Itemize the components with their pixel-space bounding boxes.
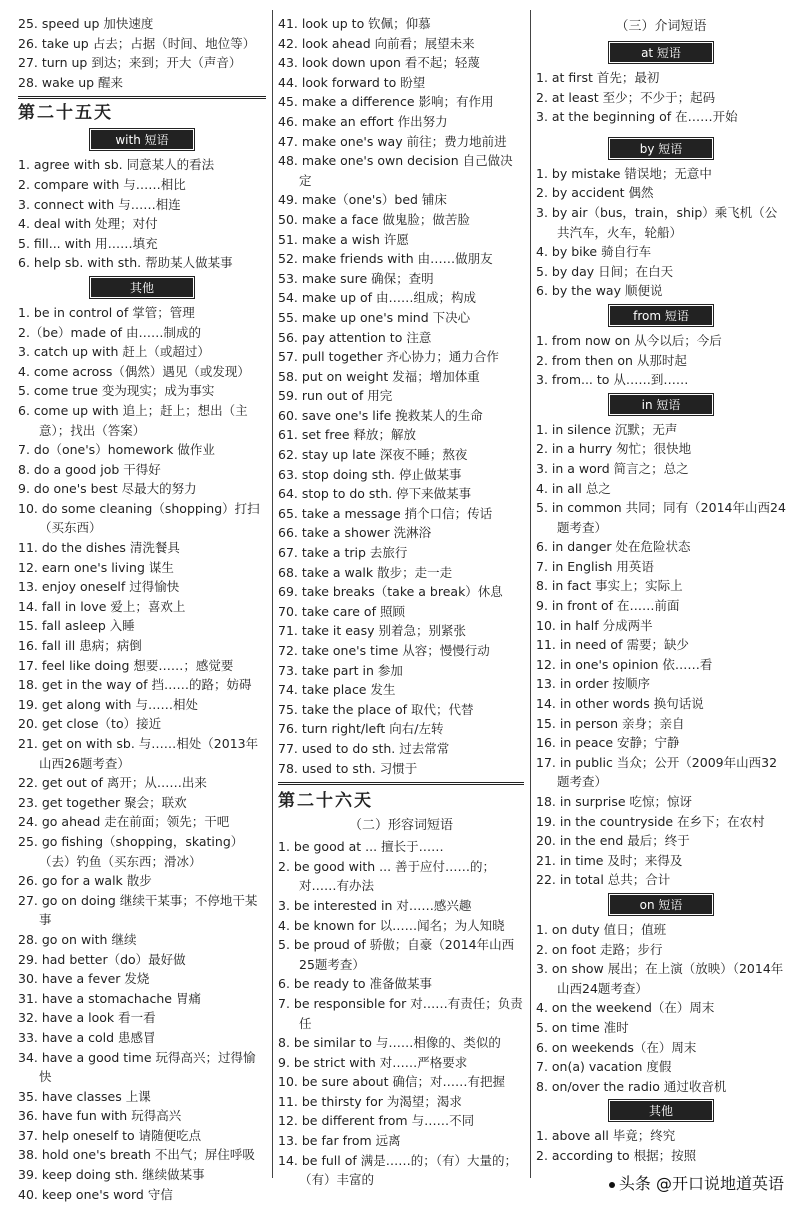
list-item: 1. be in control of 掌管；管理 <box>18 304 195 320</box>
list-item: 6. come up with 追上；赶上；想出（主意）；找出（答案） <box>18 402 248 438</box>
list-item: 3. in a word 简言之；总之 <box>536 460 689 476</box>
list-item: 5. come true 变为现实；成为事实 <box>18 383 215 399</box>
list-item: 47. make one's way 前往；费力地前进 <box>278 133 507 149</box>
list-item: 12. earn one's living 谋生 <box>18 559 174 575</box>
preposition-phrases-title: （三）介词短语 <box>615 19 707 34</box>
list-item: 14. be full of 满是……的；（有）大量的；（有）丰富的 <box>278 1152 517 1188</box>
list-item: 62. stay up late 深夜不睡；熬夜 <box>278 447 468 463</box>
list-item: 45. make a difference 影响；有作用 <box>278 94 494 110</box>
list-item: 17. in public 当众；公开（2009年山西32题考查） <box>536 754 778 790</box>
col2-phrases-list <box>278 14 524 778</box>
column-3 <box>536 14 786 1166</box>
list-item: 15. in person 亲身；亲自 <box>536 715 685 731</box>
list-item: 22. in total 总共；合计 <box>536 872 671 888</box>
list-item: 21. get on with sb. 与……相处（2013年山西26题考查） <box>18 736 259 771</box>
list-item: 4. come across（偶然）遇见（或发现） <box>18 363 250 379</box>
adjective-phrases-title: （二）形容词短语 <box>348 818 453 834</box>
list-item: 1. from now on 从今以后；今后 <box>536 332 722 348</box>
list-item: 11. in need of 需要；缺少 <box>536 637 689 653</box>
list-item: 4. in all 总之 <box>536 480 611 496</box>
list-item: 70. take care of 照顾 <box>278 603 405 619</box>
with-phrases-badge: with 短语 <box>89 128 195 151</box>
list-item: 7. be responsible for 对……有责任；负责任 <box>278 995 523 1031</box>
list-item: 58. put on weight 发福；增加体重 <box>278 368 480 384</box>
list-item: 5. be proud of 骄傲；自豪（2014年山西25题考查） <box>278 937 515 972</box>
list-item: 7. on(a) vacation 度假 <box>536 1059 672 1075</box>
list-item: 20. in the end 最后；终于 <box>536 833 690 849</box>
watermark <box>603 1169 790 1196</box>
list-item: 14. in other words 换句话说 <box>536 696 704 712</box>
list-item: 33. have a cold 患感冒 <box>18 1029 156 1045</box>
by-phrases-badge: by 短语 <box>608 137 714 160</box>
list-item: 3. be interested in 对……感兴趣 <box>278 897 472 913</box>
list-item: 72. take one's time 从容；慢慢行动 <box>278 643 490 658</box>
list-item: 30. have a fever 发烧 <box>18 971 150 987</box>
list-item: 57. pull together 齐心协力；通力合作 <box>278 349 499 365</box>
list-item: 29. had better（do）最好做 <box>18 951 186 967</box>
list-item: 2. be good with ... 善于应付……的；对……有办法 <box>278 858 496 894</box>
list-item: 28. go on with 继续 <box>18 931 137 947</box>
day-25-heading: 第二十五天 <box>18 96 266 125</box>
list-item: 7. do（one's）homework 做作业 <box>18 442 215 458</box>
list-item: 68. take a walk 散步；走一走 <box>278 564 453 580</box>
list-item: 50. make a face 做鬼脸；做苦脸 <box>278 211 470 227</box>
list-item: 10. be sure about 确信；对……有把握 <box>278 1074 505 1090</box>
list-item: 41. look up to 钦佩；仰慕 <box>278 16 431 31</box>
list-item: 43. look down upon 看不起；轻蔑 <box>278 55 480 71</box>
at-phrases-list <box>536 68 786 127</box>
list-item: 1. agree with sb. 同意某人的看法 <box>18 157 215 173</box>
list-item: 1. by mistake 错误地；无意中 <box>536 165 712 181</box>
list-item: 5. on time 准时 <box>536 1019 629 1035</box>
list-item: 66. take a shower 洗淋浴 <box>278 525 432 541</box>
list-item: 78. used to sth. 习惯于 <box>278 760 418 776</box>
list-item: 75. take the place of 取代；代替 <box>278 701 474 717</box>
list-item: 2. on foot 走路；步行 <box>536 941 663 957</box>
list-item: 6. help sb. with sth. 帮助某人做某事 <box>18 255 233 271</box>
day-26-heading: 第二十六天 <box>278 791 373 812</box>
list-item: 7. in English 用英语 <box>536 558 654 574</box>
list-item: 3. by air（bus，train，ship）乘飞机（公共汽车，火车，轮船） <box>536 204 778 240</box>
list-item: 15. fall asleep 入睡 <box>18 618 135 634</box>
list-item: 4. deal with 处理；对付 <box>18 216 158 232</box>
list-item: 5. fill... with 用……填充 <box>18 235 158 251</box>
list-item: 73. take part in 参加 <box>278 662 403 678</box>
list-item: 19. get along with 与……相处 <box>18 696 198 712</box>
list-item: 32. have a look 看一看 <box>18 1010 156 1026</box>
column-divider-2 <box>530 10 531 1178</box>
list-item: 2.（be）made of 由……制成的 <box>18 324 202 340</box>
list-item: 18. get in the way of 挡……的路；妨碍 <box>18 677 252 693</box>
other-phrases-list <box>18 303 266 1204</box>
list-item: 27. turn up 到达；来到；开大（声音） <box>18 55 242 71</box>
column-divider-1 <box>272 10 273 1178</box>
column-2 <box>278 14 524 1190</box>
list-item: 1. be good at ... 擅长于…… <box>278 839 444 855</box>
list-item: 26. go for a walk 散步 <box>18 873 152 889</box>
list-item: 1. at first 首先；最初 <box>536 70 660 85</box>
list-item: 5. in common 共同；同有（2014年山西24题考查） <box>536 500 786 535</box>
list-item: 40. keep one's word 守信 <box>18 1186 173 1202</box>
list-item: 16. in peace 安静；宁静 <box>536 735 680 751</box>
list-item: 6. be ready to 准备做某事 <box>278 976 433 992</box>
list-item: 2. from then on 从那时起 <box>536 352 687 368</box>
list-item: 54. make up of 由……组成；构成 <box>278 290 476 306</box>
list-item: 1. in silence 沉默；无声 <box>536 421 678 437</box>
list-item: 56. pay attention to 注意 <box>278 329 432 345</box>
list-item: 24. go ahead 走在前面；领先；干吧 <box>18 814 230 830</box>
list-item: 60. save one's life 挽救某人的生命 <box>278 407 483 423</box>
list-item: 10. do some cleaning（shopping）打扫（买东西） <box>18 500 260 536</box>
list-item: 3. connect with 与……相连 <box>18 196 181 212</box>
list-item: 77. used to do sth. 过去常常 <box>278 740 450 756</box>
list-item: 38. hold one's breath 不出气；屏住呼吸 <box>18 1147 255 1163</box>
list-item: 39. keep doing sth. 继续做某事 <box>18 1167 205 1183</box>
adjective-phrases-list <box>278 837 524 1190</box>
list-item: 11. be thirsty for 为渴望；渴求 <box>278 1093 462 1109</box>
list-item: 13. in order 按顺序 <box>536 676 651 692</box>
list-item: 14. fall in love 爱上；喜欢上 <box>18 598 186 614</box>
list-item: 4. on the weekend（在）周末 <box>536 1000 715 1016</box>
list-item: 1. on duty 值日；值班 <box>536 921 667 937</box>
day-26-rule <box>278 782 524 785</box>
list-item: 2. compare with 与……相比 <box>18 176 186 192</box>
list-item: 8. on/over the radio 通过收音机 <box>536 1078 727 1094</box>
list-item: 67. take a trip 去旅行 <box>278 545 408 561</box>
in-phrases-badge: in 短语 <box>608 393 714 416</box>
list-item: 23. get together 聚会；联欢 <box>18 794 187 810</box>
in-phrases-list <box>536 420 786 890</box>
list-item: 69. take breaks（take a break）休息 <box>278 584 503 600</box>
list-item: 52. make friends with 由……做朋友 <box>278 251 493 267</box>
list-item: 28. wake up 醒来 <box>18 74 124 90</box>
list-item: 2. at least 至少；不少于；起码 <box>536 89 716 105</box>
list-item: 4. by bike 骑自行车 <box>536 244 652 260</box>
list-item: 49. make（one's）bed 铺床 <box>278 192 447 208</box>
list-item: 9. in front of 在……前面 <box>536 598 680 614</box>
list-item: 19. in the countryside 在乡下；在农村 <box>536 813 765 829</box>
list-item: 13. be far from 远离 <box>278 1133 401 1149</box>
list-item: 8. be similar to 与……相像的、类似的 <box>278 1035 501 1051</box>
list-item: 6. by the way 顺便说 <box>536 283 663 299</box>
watermark-text: 头条 @开口说地道英语 <box>618 1174 784 1193</box>
list-item: 63. stop doing sth. 停止做某事 <box>278 466 462 482</box>
list-item: 3. catch up with 赶上（或超过） <box>18 344 210 360</box>
list-item: 10. in half 分成两半 <box>536 617 653 633</box>
list-item: 6. on weekends（在）周末 <box>536 1039 697 1055</box>
list-item: 44. look forward to 盼望 <box>278 74 426 90</box>
list-item: 3. at the beginning of 在……开始 <box>536 109 738 125</box>
list-item: 9. be strict with 对……严格要求 <box>278 1054 468 1070</box>
with-phrases-list <box>18 155 266 273</box>
from-phrases-list <box>536 331 786 390</box>
column-1 <box>18 14 266 1204</box>
list-item: 8. do a good job 干得好 <box>18 461 161 477</box>
list-item: 21. in time 及时；来得及 <box>536 852 683 868</box>
list-item: 46. make an effort 作出努力 <box>278 113 448 129</box>
other-phrases-badge-2: 其他 <box>608 1099 714 1122</box>
list-item: 12. be different from 与……不同 <box>278 1113 475 1129</box>
other-phrases-badge: 其他 <box>89 276 195 299</box>
list-item: 1. above all 毕竟；终究 <box>536 1128 676 1144</box>
list-item: 4. be known for 以……闻名；为人知晓 <box>278 917 505 933</box>
list-item: 27. go on doing 继续干某事；不停地干某事 <box>18 892 258 928</box>
list-item: 51. make a wish 许愿 <box>278 231 409 247</box>
list-item: 3. from... to 从……到…… <box>536 372 689 388</box>
other-phrases-list-2 <box>536 1126 786 1165</box>
list-item: 20. get close（to）接近 <box>18 716 162 732</box>
list-item: 55. make up one's mind 下决心 <box>278 309 471 325</box>
by-phrases-list <box>536 164 786 301</box>
list-item: 74. take place 发生 <box>278 682 396 698</box>
list-item: 6. in danger 处在危险状态 <box>536 539 691 555</box>
list-item: 34. have a good time 玩得高兴；过得愉快 <box>18 1049 256 1085</box>
list-item: 76. turn right/left 向右/左转 <box>278 721 444 737</box>
list-item: 18. in surprise 吃惊；惊讶 <box>536 794 693 809</box>
list-item: 35. have classes 上课 <box>18 1088 151 1104</box>
list-item: 9. do one's best 尽最大的努力 <box>18 481 197 497</box>
col1-top-list <box>18 14 266 92</box>
list-item: 16. fall ill 患病；病倒 <box>18 638 142 654</box>
logo-dot-icon <box>609 1182 615 1188</box>
list-item: 53. make sure 确保；查明 <box>278 270 434 286</box>
list-item: 71. take it easy 别着急；别紧张 <box>278 623 466 639</box>
at-phrases-badge: at 短语 <box>608 41 714 64</box>
list-item: 2. in a hurry 匆忙；很快地 <box>536 441 692 457</box>
list-item: 64. stop to do sth. 停下来做某事 <box>278 486 472 502</box>
list-item: 36. have fun with 玩得高兴 <box>18 1108 182 1124</box>
list-item: 8. in fact 事实上；实际上 <box>536 578 683 594</box>
list-item: 25. go fishing（shopping，skating）（去）钓鱼（买东西；滑冰） <box>18 833 244 869</box>
list-item: 3. on show 展出；在上演（放映）（2014年山西24题考查） <box>536 961 784 996</box>
list-item: 2. by accident 偶然 <box>536 185 654 201</box>
list-item: 37. help oneself to 请随便吃点 <box>18 1127 202 1143</box>
list-item: 48. make one's own decision 自己做决定 <box>278 153 513 188</box>
list-item: 12. in one's opinion 依……看 <box>536 656 713 672</box>
list-item: 5. by day 日间；在白天 <box>536 263 674 279</box>
on-phrases-list <box>536 920 786 1096</box>
list-item: 42. look ahead 向前看；展望未来 <box>278 35 475 51</box>
list-item: 13. enjoy oneself 过得愉快 <box>18 579 180 595</box>
list-item: 17. feel like doing 想要……；感觉要 <box>18 657 234 673</box>
from-phrases-badge: from 短语 <box>608 304 714 327</box>
list-item: 11. do the dishes 清洗餐具 <box>18 540 180 556</box>
list-item: 25. speed up 加快速度 <box>18 16 154 31</box>
list-item: 61. set free 释放；解放 <box>278 427 417 443</box>
list-item: 65. take a message 捎个口信；传话 <box>278 505 493 521</box>
on-phrases-badge: on 短语 <box>608 893 714 916</box>
list-item: 22. get out of 离开；从……出来 <box>18 775 207 791</box>
list-item: 2. according to 根据；按照 <box>536 1147 697 1163</box>
list-item: 31. have a stomachache 胃痛 <box>18 990 201 1006</box>
list-item: 26. take up 占去；占据（时间、地位等） <box>18 35 256 51</box>
list-item: 59. run out of 用完 <box>278 388 393 404</box>
